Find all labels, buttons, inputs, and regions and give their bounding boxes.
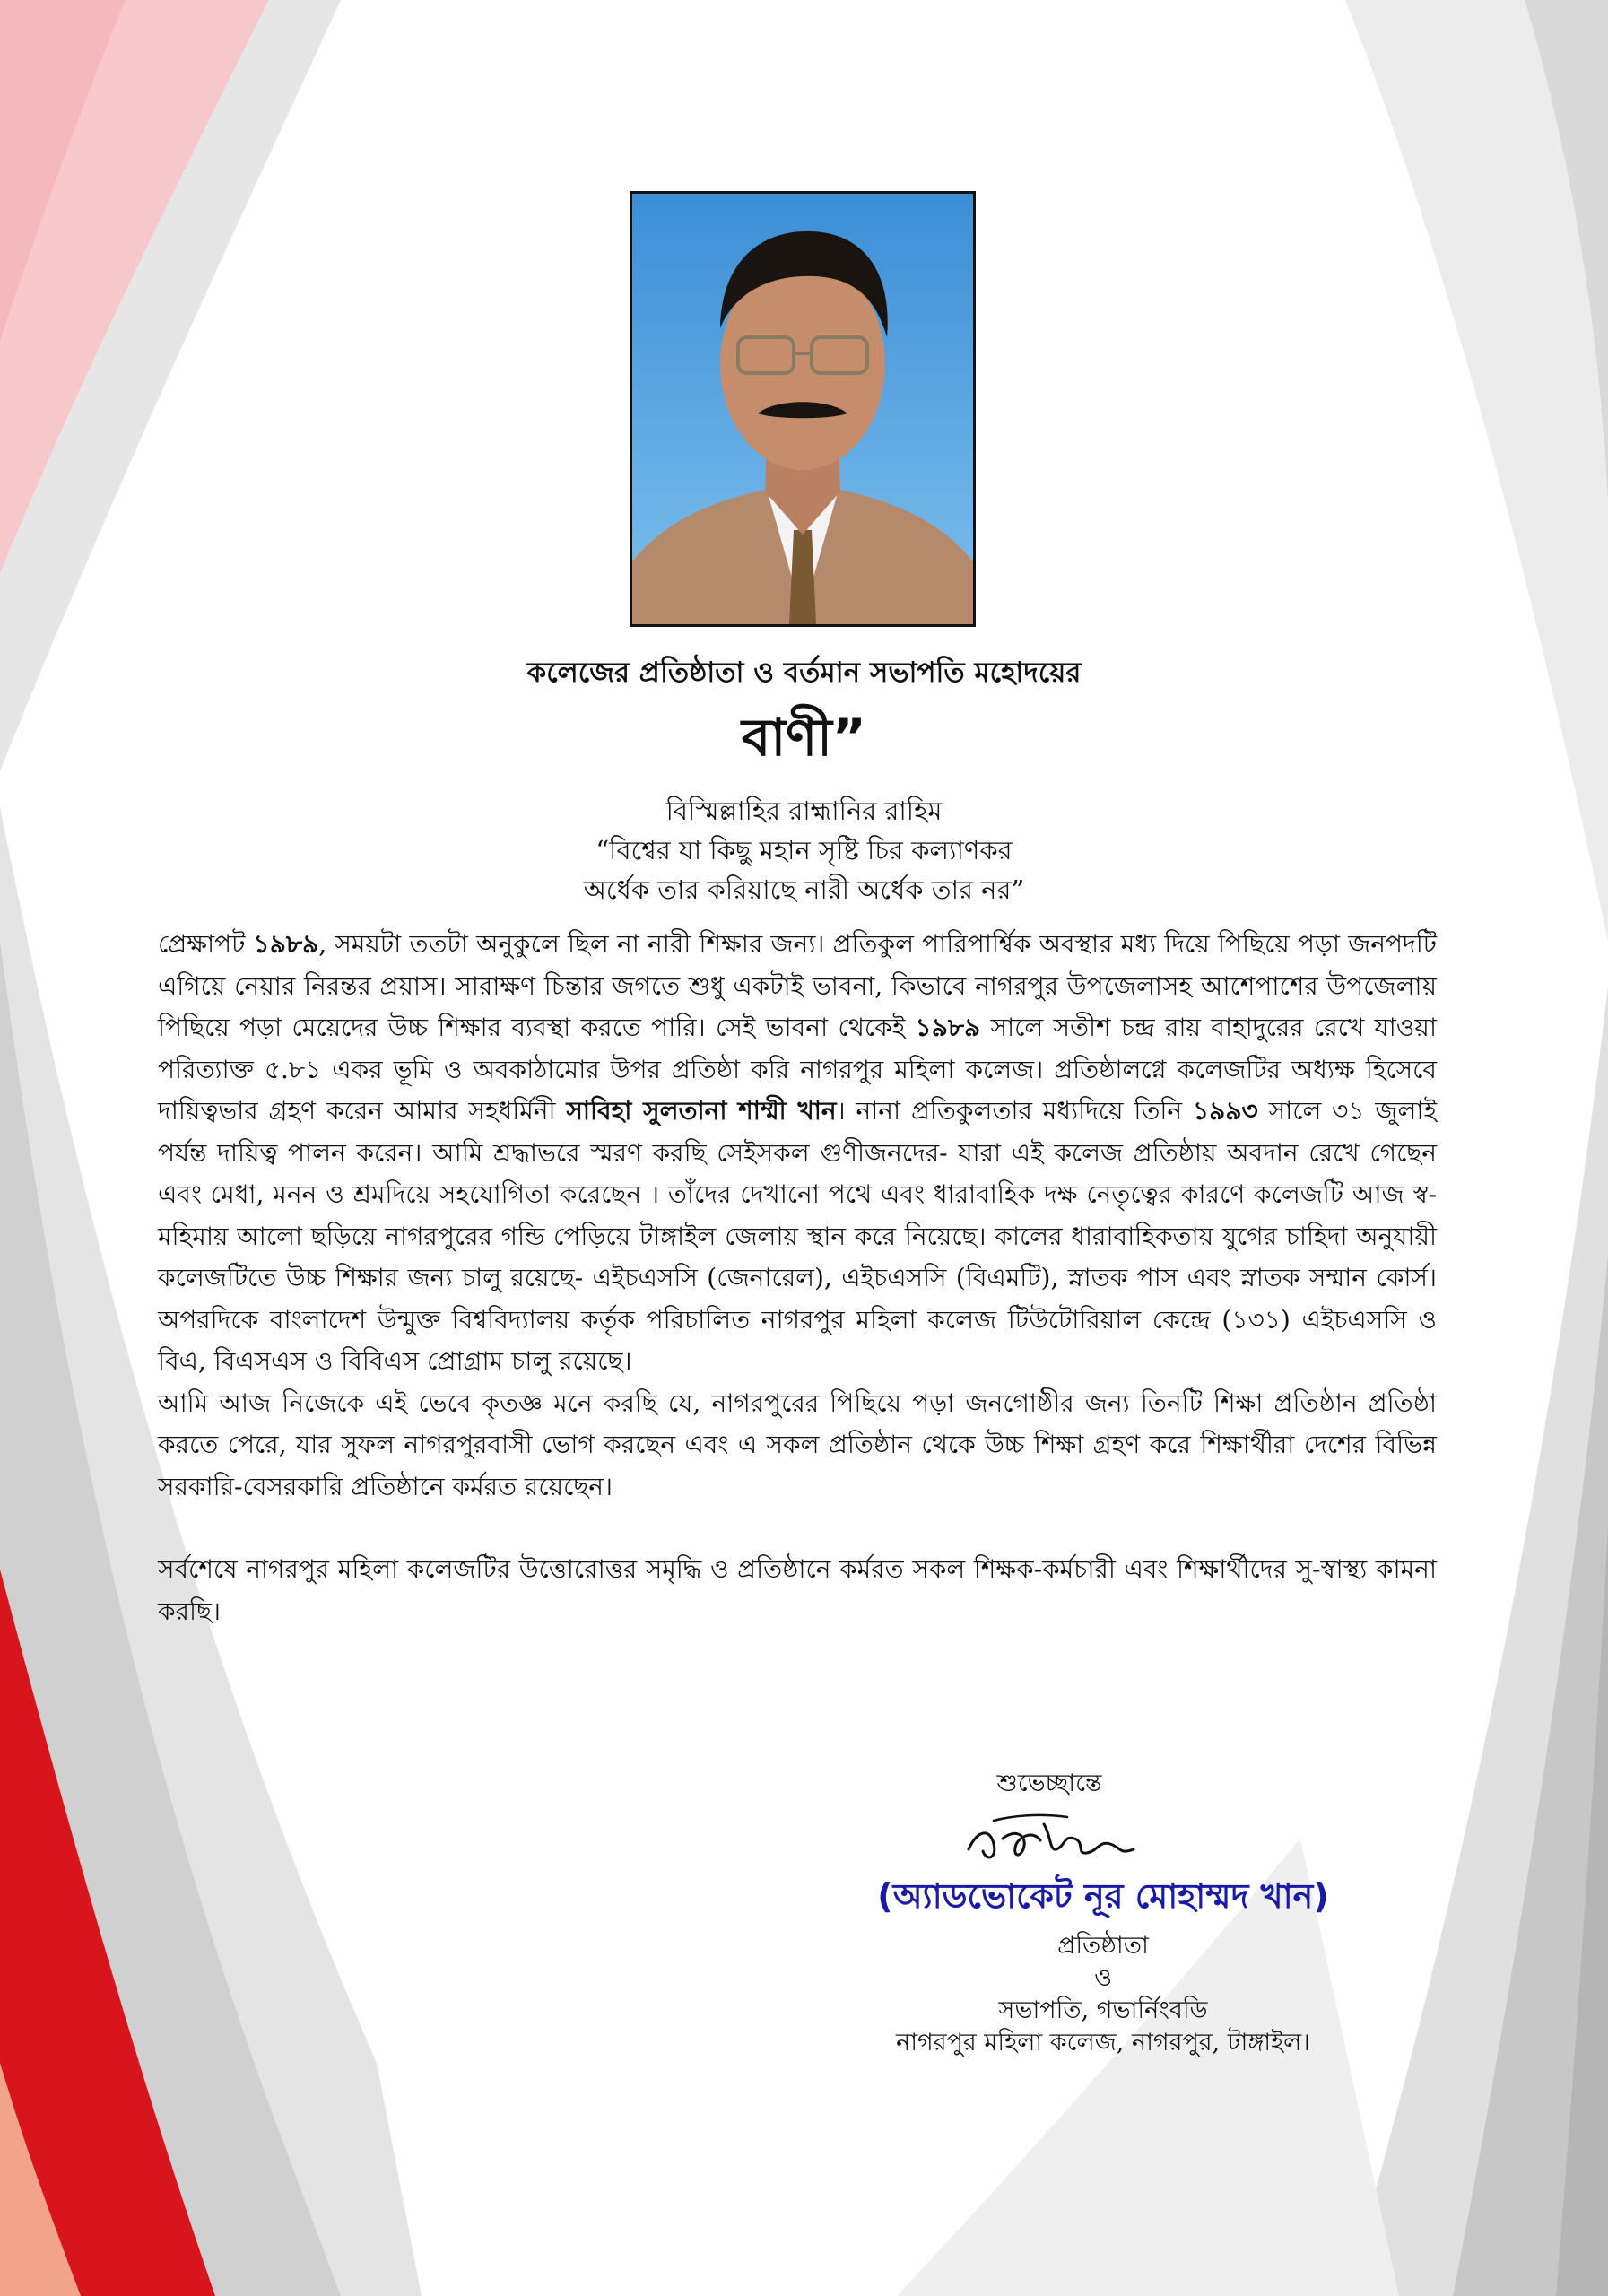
portrait-photo (630, 191, 976, 627)
bold-year: ১৯৯৩ (1193, 1096, 1258, 1126)
signer-roles (834, 1930, 1372, 2059)
paragraph: আমি আজ নিজেকে এই ভেবে কৃতজ্ঞ মনে করছি যে, নাগরপুরের পিছিয়ে পড়া জনগোষ্ঠীর জন্য তিনটি শিক্ষা প্রতিষ্ঠান প্রতিষ্ঠা করতে পেরে, যার সুফল নাগরপুরবাসী ভোগ করছেন এবং এ সকল প্রতিষ্ঠান থেকে উচ্চ শিক্ষা গ্রহণ করে শিক্ষার্থীরা দেশের বিভিন্ন সরকারি-বেসরকারি প্রতিষ্ঠানে কর্মরত রয়েছেন। (158, 1387, 1437, 1501)
text-run: , সময়টা ততটা অনুকুলে ছিল না নারী শিক্ষার জন্য। প্রতিকুল পারিপার্শ্বিক অবস্থার মধ্য দিয়ে পিছিয়ে পড়া জনপদটি এগিয়ে নেয়ার নিরন্তর প্রয়াস। সারাক্ষণ চিন্তার জগতে শুধু একটাই ভাবনা, কিভাবে নাগরপুর উপজেলাসহ আশেপাশের উপজেলায় পিছিয়ে পড়া মেয়েদের উচ্চ শিক্ষার ব্যবস্থা করতে পারি। সেই ভাবনা থেকেই (158, 929, 1438, 1042)
page-subtitle: কলেজের প্রতিষ্ঠাতা ও বর্তমান সভাপতি মহোদয়ের (526, 657, 1082, 689)
text-run: সালে সতীশ চন্দ্র রায় বাহাদুরের রেখে যাওয়া পরিত্যাক্ত ৫.৮১ একর ভূমি ও অবকাঠামোর উপর প্রতিষ্ঠা করি নাগরপুর মহিলা কলেজ। প্রতিষ্ঠালগ্নে কলেজটির অধ্যক্ষ হিসেবে দায়িত্বভার গ্রহণ করেন আমার সহধর্মিনী (158, 1013, 1437, 1126)
paragraph (158, 924, 1437, 1383)
institution-line: নাগরপুর মহিলা কলেজ, নাগরপুর, টাঙ্গাইল। (896, 2029, 1310, 2057)
text-run: প্রেক্ষাপট (158, 929, 254, 959)
message-body (158, 924, 1437, 1632)
page-title: বাণী” (742, 707, 866, 768)
text-run: সালে ৩১ জুলাই পর্যন্ত দায়িত্ব পালন করেন। আমি শ্রদ্ধাভরে স্মরণ করছি সেইসকল গুণীজনদের- যারা এই কলেজ প্রতিষ্ঠায় অবদান রেখে গেছেন এবং মেধা, মনন ও শ্রমদিয়ে সহযোগিতা করেছেন । তাঁদের দেখানো পথে এবং ধারাবাহিক দক্ষ নেতৃত্বের কারণে কলেজটি আজ স্ব-মহিমায় আলো ছড়িয়ে নাগরপুরের গন্ডি পেড়িয়ে টাঙ্গাইল জেলায় স্থান করে নিয়েছে। কালের ধারাবাহিকতায় যুগের চাহিদা অনুযায়ী কলেজটিতে উচ্চ শিক্ষার জন্য চালু রয়েছে- এইচএসসি (জেনারেল), এইচএসসি (বিএমটি), স্নাতক পাস এবং স্নাতক সম্মান কোর্স। অপরদিকে বাংলাদেশ উন্মুক্ত বিশ্ববিদ্যালয় কর্তৃক পরিচালিত নাগরপুর মহিলা কলেজ টিউটোরিয়াল কেন্দ্রে (১৩১) এইচএসসি ও বিএ, বিএসএস ও বিবিএস প্রোগ্রাম চালু রয়েছে। (158, 1096, 1438, 1376)
paragraph: সর্বশেষে নাগরপুর মহিলা কলেজটির উত্তোরোত্তর সমৃদ্ধি ও প্রতিষ্ঠানে কর্মরত সকল শিক্ষক-কর্মচারী এবং শিক্ষার্থীদের সু-স্বাস্থ্য কামনা করছি। (158, 1554, 1437, 1626)
text-run: । নানা প্রতিকুলতার মধ্যদিয়ে তিনি (836, 1096, 1194, 1126)
bold-name: সাবিহা সুলতানা শাম্মী খান (566, 1096, 837, 1126)
opening-verse (0, 791, 1608, 909)
portrait-photo-icon (632, 194, 973, 624)
role-conjunction: ও (1094, 1964, 1112, 1992)
verse-line: বিস্মিল্লাহির রাহ্মানির রাহিম (665, 796, 943, 826)
bold-year: ১৯৮৯ (253, 929, 319, 959)
verse-line: অর্ধেক তার করিয়াছে নারী অর্ধেক তার নর” (583, 874, 1025, 905)
role-line: প্রতিষ্ঠাতা (1057, 1932, 1149, 1960)
signer-name: (অ্যাডভোকেট নূর মোহাম্মদ খান) (877, 1876, 1329, 1916)
bold-year: ১৯৮৯ (915, 1013, 981, 1042)
verse-line: “বিশ্বের যা কিছু মহান সৃষ্টি চির কল্যাণকর (595, 835, 1013, 865)
handwritten-signature-icon (951, 1803, 1148, 1874)
closing-greeting: শুভেচ্ছান্তে (996, 1770, 1102, 1797)
role-line: সভাপতি, গভার্নিংবডি (998, 1996, 1208, 2024)
